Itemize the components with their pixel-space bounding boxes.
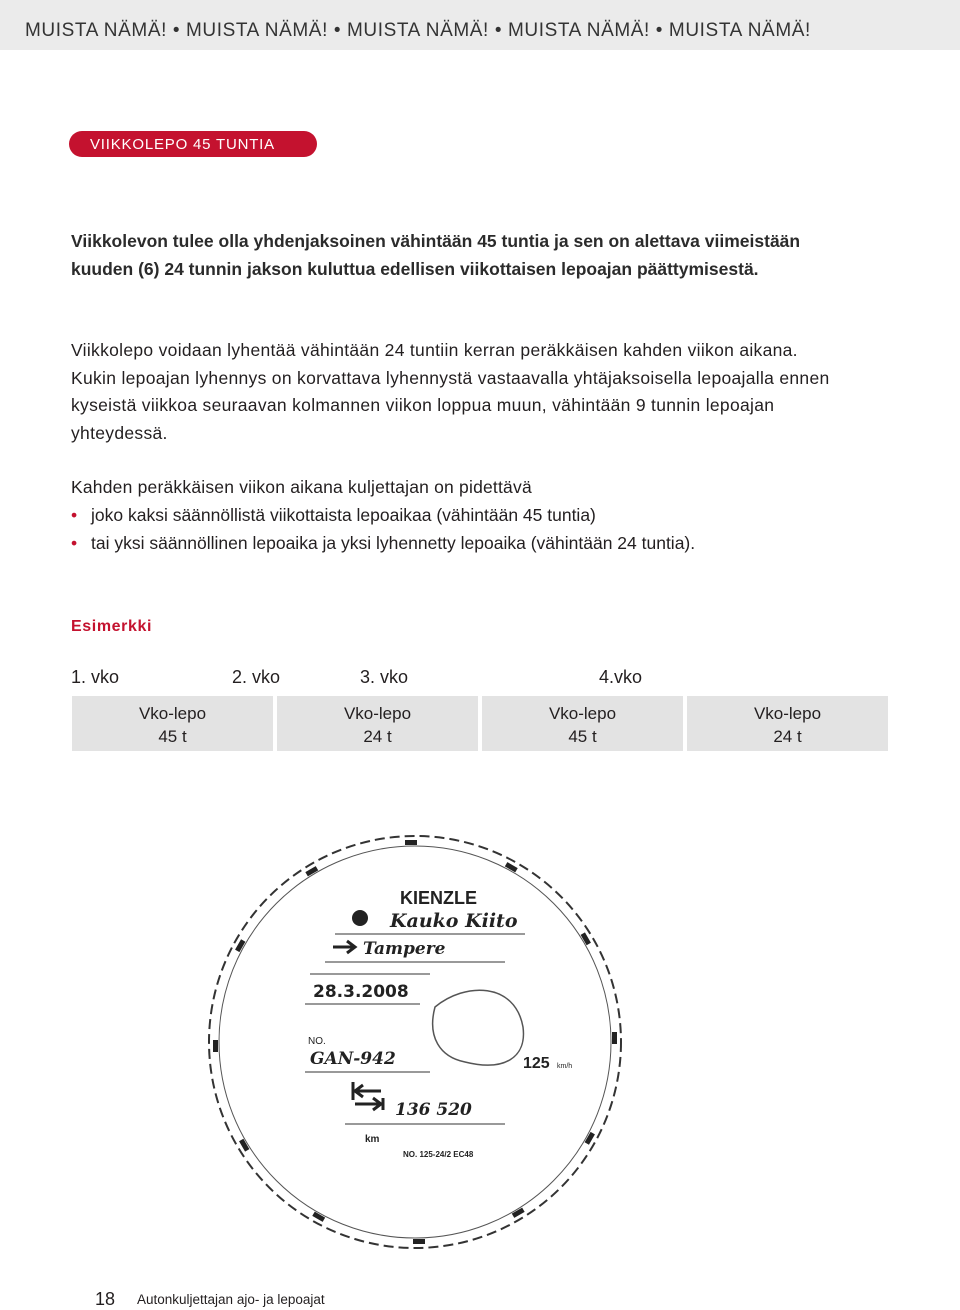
footer-title: Autonkuljettajan ajo- ja lepoajat — [137, 1292, 325, 1307]
table-cell — [687, 696, 888, 751]
disc-number: NO. 125-24/2 EC48 — [403, 1150, 474, 1159]
disc-odometer: 136 520 — [395, 1100, 472, 1120]
cell-value: 24 t — [363, 727, 392, 746]
list-item: • tai yksi säännöllinen lepoaika ja yksi lyhennetty lepoaika (vähintään 24 tuntia). — [71, 530, 695, 558]
week-label: 4.vko — [599, 667, 643, 687]
reminder-banner — [0, 0, 960, 50]
place-arrow-icon — [333, 941, 355, 953]
cell-value: 24 t — [773, 727, 802, 746]
cell-value: 45 t — [158, 727, 187, 746]
driver-icon — [352, 910, 368, 926]
cell-label: Vko-lepo — [138, 704, 207, 723]
cell-label: Vko-lepo — [343, 704, 412, 723]
two-week-paragraph: Kahden peräkkäisen viikon aikana kuljettajan on pidettävä — [71, 477, 532, 497]
page-number: 18 — [95, 1289, 116, 1309]
table-cell — [72, 696, 273, 751]
disc-brand: KIENZLE — [400, 888, 478, 908]
cell-value: 45 t — [568, 727, 597, 746]
disc-place: Tampere — [363, 939, 446, 959]
odometer-end-icon — [355, 1098, 383, 1110]
intro-paragraph: Viikkolevon tulee olla yhdenjaksoinen vähintään 45 tuntia ja sen on alettava viimeistään kuuden (6) 24 tunnin jakson kuluttua edellisen viikottaisen lepoajan päättymisestä. — [71, 231, 801, 279]
banner-text: MUISTA NÄMÄ! • MUISTA NÄMÄ! • MUISTA NÄMÄ! • MUISTA NÄMÄ! • MUISTA NÄMÄ! — [25, 20, 811, 41]
week-label: 1. vko — [71, 667, 120, 687]
week-label: 3. vko — [360, 667, 409, 687]
weekly-rest-table — [72, 696, 888, 751]
example-heading: Esimerkki — [71, 618, 153, 635]
table-cell — [482, 696, 683, 751]
cell-label: Vko-lepo — [753, 704, 822, 723]
cell-label: Vko-lepo — [548, 704, 617, 723]
disc-no-label: NO. — [308, 1036, 326, 1047]
disc-plate: GAN-942 — [310, 1049, 396, 1069]
disc-speed-unit: km/h — [557, 1063, 573, 1070]
disc-center-outline — [433, 990, 524, 1065]
odometer-start-icon — [353, 1082, 381, 1100]
tachograph-disc — [205, 832, 625, 1252]
disc-date: 28.3.2008 — [313, 982, 409, 1002]
disc-driver: Kauko Kiito — [390, 910, 518, 932]
disc-speed: 125 — [523, 1055, 550, 1072]
week-label: 2. vko — [232, 667, 281, 687]
section-title: VIIKKOLEPO 45 TUNTIA — [69, 131, 317, 157]
rest-options-list — [71, 502, 695, 557]
shortening-paragraph: Viikkolepo voidaan lyhentää vähintään 24 tuntiin kerran peräkkäisen kahden viikon aikana. Kukin lepoajan lyhennys on korvattava lyhennystä vastaavalla yhtäjaksoisella lepoajalla ennen kyseistä viikkoa seuraavan kolmannen viikon loppua muun, vähintään 9 tunnin lepoajan yhteydessä. — [71, 340, 830, 443]
disc-km-label: km — [365, 1134, 380, 1145]
table-cell — [277, 696, 478, 751]
list-item: • joko kaksi säännöllistä viikottaista lepoaikaa (vähintään 45 tuntia) — [71, 502, 695, 530]
